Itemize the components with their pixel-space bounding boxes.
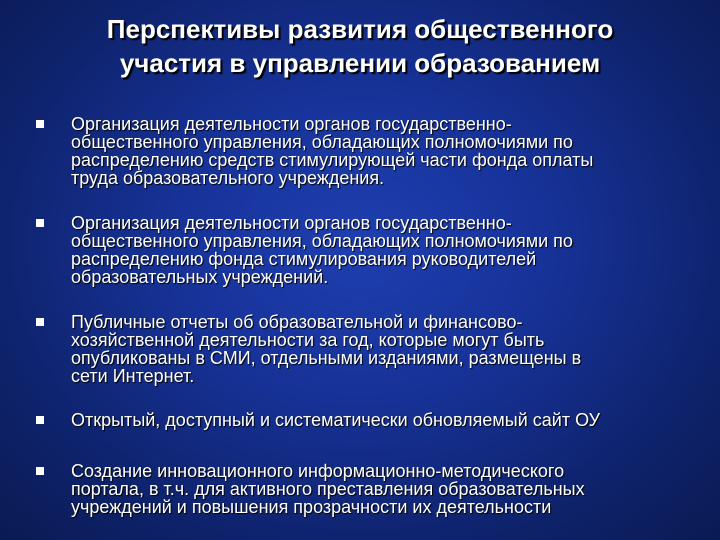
bullet-5-line-1: Создание инновационного информационно-методического — [71, 461, 565, 481]
bullet-5-line-2: портала, в т.ч. для активного преставления образовательных — [71, 479, 585, 499]
bullet-2-line-4: образовательных учреждений. — [71, 267, 329, 287]
square-bullet-icon — [36, 120, 44, 128]
square-bullet-icon — [36, 219, 44, 227]
bullet-5-line-3: учреждений и повышения прозрачности их деятельности — [71, 497, 552, 517]
bullet-text-1 — [71, 115, 701, 187]
slide-title-line-1: Перспективы развития общественного — [106, 14, 614, 44]
bullet-2-line-2: общественного управления, обладающих полномочиями по — [71, 231, 573, 251]
bullet-2-line-1: Организация деятельности органов государственно- — [71, 213, 512, 233]
bullet-3-line-2: хозяйственной деятельности за год, которые могут быть — [71, 330, 545, 350]
bullet-1-line-1: Организация деятельности органов государственно- — [71, 114, 512, 134]
bullet-1-line-4: труда образовательного учреждения. — [71, 168, 385, 188]
square-bullet-icon — [36, 467, 44, 475]
bullet-4-line-1: Открытый, доступный и систематически обновляемый сайт ОУ — [71, 410, 601, 430]
bullet-1-line-3: распределению средств стимулирующей части фонда оплаты — [71, 150, 594, 170]
square-bullet-icon — [36, 416, 44, 424]
bullet-text-4 — [71, 411, 701, 429]
bullet-2-line-3: распределению фонда стимулирования руководителей — [71, 249, 537, 269]
bullet-3-line-4: сети Интернет. — [71, 366, 195, 386]
bullet-3-line-1: Публичные отчеты об образовательной и финансово- — [71, 312, 523, 332]
bullet-1-line-2: общественного управления, обладающих полномочиями по — [71, 132, 573, 152]
bullet-text-5 — [71, 462, 701, 516]
square-bullet-icon — [36, 318, 44, 326]
slide-title-line-2: участия в управлении образованием — [119, 48, 601, 78]
bullet-text-2 — [71, 214, 701, 286]
bullet-text-3 — [71, 313, 701, 385]
bullet-3-line-3: опубликованы в СМИ, отдельными изданиями, размещены в — [71, 348, 582, 368]
